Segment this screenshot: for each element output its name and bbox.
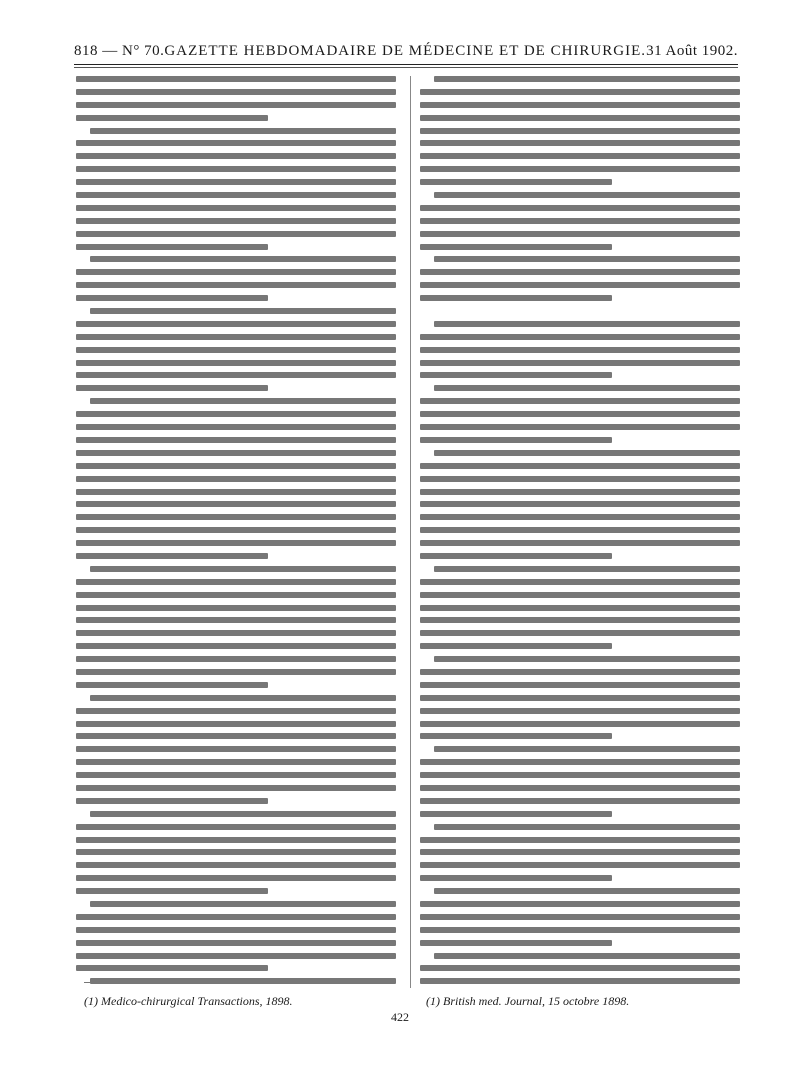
text-line-placeholder [90,901,396,907]
text-line-placeholder [434,746,740,752]
text-line-placeholder [76,940,396,946]
text-line-placeholder [420,231,740,237]
text-line-placeholder [434,192,740,198]
right-column-text-lines [420,76,740,988]
text-line-placeholder [76,965,268,971]
text-line-placeholder [420,166,740,172]
text-line-placeholder [420,527,740,533]
text-line-placeholder [76,360,396,366]
text-line-placeholder [76,579,396,585]
text-line-placeholder [420,489,740,495]
text-line-placeholder [76,218,396,224]
text-line-placeholder [76,334,396,340]
text-line-placeholder [76,849,396,855]
column-divider [410,76,411,988]
header-rule [74,64,738,65]
text-line-placeholder [76,514,396,520]
text-line-placeholder [420,476,740,482]
text-line-placeholder [76,527,396,533]
text-line-placeholder [76,166,396,172]
text-line-placeholder [76,733,396,739]
text-line-placeholder [420,708,740,714]
text-line-placeholder [76,953,396,959]
right-column [420,76,740,988]
text-line-placeholder [76,269,396,275]
text-line-placeholder [420,862,740,868]
text-line-placeholder [76,192,396,198]
left-column-text-lines [76,76,396,988]
text-line-placeholder [76,115,268,121]
text-line-placeholder [420,205,740,211]
text-line-placeholder [434,824,740,830]
text-line-placeholder [420,785,740,791]
text-line-placeholder [90,398,396,404]
text-line-placeholder [420,901,740,907]
text-line-placeholder [76,347,396,353]
text-line-placeholder [420,437,612,443]
text-line-placeholder [420,927,740,933]
text-line-placeholder [76,772,396,778]
text-line-placeholder [76,295,268,301]
text-line-placeholder [420,772,740,778]
text-line-placeholder [420,798,740,804]
text-line-placeholder [434,888,740,894]
text-line-placeholder [76,746,396,752]
text-line-placeholder [420,334,740,340]
right-footnote-rule [426,982,516,983]
text-line-placeholder [76,837,396,843]
text-line-placeholder [420,682,740,688]
text-line-placeholder [76,630,396,636]
text-line-placeholder [420,617,740,623]
text-line-placeholder [420,721,740,727]
text-line-placeholder [420,269,740,275]
text-line-placeholder [420,115,740,121]
text-line-placeholder [90,695,396,701]
text-line-placeholder [420,643,612,649]
text-line-placeholder [76,282,396,288]
text-line-placeholder [76,102,396,108]
text-line-placeholder [420,463,740,469]
text-line-placeholder [420,630,740,636]
text-line-placeholder [90,566,396,572]
text-line-placeholder [76,476,396,482]
text-line-placeholder [76,798,268,804]
text-line-placeholder [420,347,740,353]
text-line-placeholder [420,965,740,971]
text-line-placeholder [434,566,740,572]
text-line-placeholder [76,759,396,765]
text-line-placeholder [420,244,612,250]
text-line-placeholder [420,540,740,546]
text-line-placeholder [76,179,396,185]
text-line-placeholder [420,179,612,185]
text-line-placeholder [76,89,396,95]
text-line-placeholder [420,128,740,134]
text-line-placeholder [420,424,740,430]
text-line-placeholder [76,656,396,662]
text-line-placeholder [76,231,396,237]
text-line-placeholder [76,321,396,327]
text-line-placeholder [76,862,396,868]
text-line-placeholder [420,282,740,288]
text-line-placeholder [76,411,396,417]
text-line-placeholder [90,256,396,262]
text-line-placeholder [76,372,396,378]
text-line-placeholder [76,708,396,714]
right-footnote: (1) British med. Journal, 15 octobre 1898. [426,994,630,1008]
text-line-placeholder [76,605,396,611]
text-line-placeholder [76,721,396,727]
text-line-placeholder [76,540,396,546]
text-line-placeholder [420,514,740,520]
text-line-placeholder [76,501,396,507]
text-line-placeholder [76,385,268,391]
text-line-placeholder [420,501,740,507]
journal-title: GAZETTE HEBDOMADAIRE DE MÉDECINE ET DE CHIRURGIE. [164,42,646,59]
paragraph-gap [420,308,740,314]
text-line-placeholder [76,927,396,933]
text-line-placeholder [76,824,396,830]
text-line-placeholder [420,411,740,417]
text-line-placeholder [420,669,740,675]
text-line-placeholder [420,218,740,224]
text-line-placeholder [76,875,396,881]
text-line-placeholder [420,837,740,843]
text-line-placeholder [420,759,740,765]
text-line-placeholder [420,811,612,817]
text-line-placeholder [434,256,740,262]
text-line-placeholder [90,308,396,314]
page-issue-number: 818 — N° 70. [74,42,165,59]
text-line-placeholder [420,89,740,95]
left-footnote: (1) Medico-chirurgical Transactions, 1898. [84,994,293,1008]
header-rule-thin [74,67,738,68]
text-line-placeholder [420,592,740,598]
text-line-placeholder [76,592,396,598]
issue-date: 31 Août 1902. [646,42,738,59]
left-column [76,76,396,988]
text-line-placeholder [76,617,396,623]
text-line-placeholder [420,849,740,855]
text-line-placeholder [76,914,396,920]
text-line-placeholder [420,695,740,701]
text-line-placeholder [76,643,396,649]
text-line-placeholder [76,553,268,559]
text-line-placeholder [90,811,396,817]
text-line-placeholder [420,140,740,146]
text-line-placeholder [420,914,740,920]
text-line-placeholder [90,128,396,134]
text-line-placeholder [76,888,268,894]
text-line-placeholder [420,102,740,108]
text-line-placeholder [434,385,740,391]
text-line-placeholder [434,450,740,456]
text-line-placeholder [420,733,612,739]
running-header [74,40,738,62]
text-line-placeholder [420,372,612,378]
left-footnote-rule [84,982,174,983]
text-line-placeholder [420,553,612,559]
text-line-placeholder [76,437,396,443]
page-number: 422 [391,1010,409,1024]
text-line-placeholder [434,321,740,327]
text-line-placeholder [434,953,740,959]
text-line-placeholder [76,450,396,456]
text-line-placeholder [76,244,268,250]
text-line-placeholder [76,785,396,791]
text-line-placeholder [76,424,396,430]
text-line-placeholder [420,360,740,366]
text-line-placeholder [76,76,396,82]
text-line-placeholder [76,205,396,211]
text-line-placeholder [420,875,612,881]
text-line-placeholder [76,682,268,688]
text-line-placeholder [420,940,612,946]
text-line-placeholder [420,153,740,159]
text-line-placeholder [420,295,612,301]
text-line-placeholder [434,76,740,82]
text-line-placeholder [76,669,396,675]
text-line-placeholder [420,398,740,404]
text-line-placeholder [76,140,396,146]
text-line-placeholder [420,579,740,585]
text-line-placeholder [76,463,396,469]
text-line-placeholder [434,656,740,662]
text-line-placeholder [76,153,396,159]
text-line-placeholder [76,489,396,495]
text-line-placeholder [420,605,740,611]
